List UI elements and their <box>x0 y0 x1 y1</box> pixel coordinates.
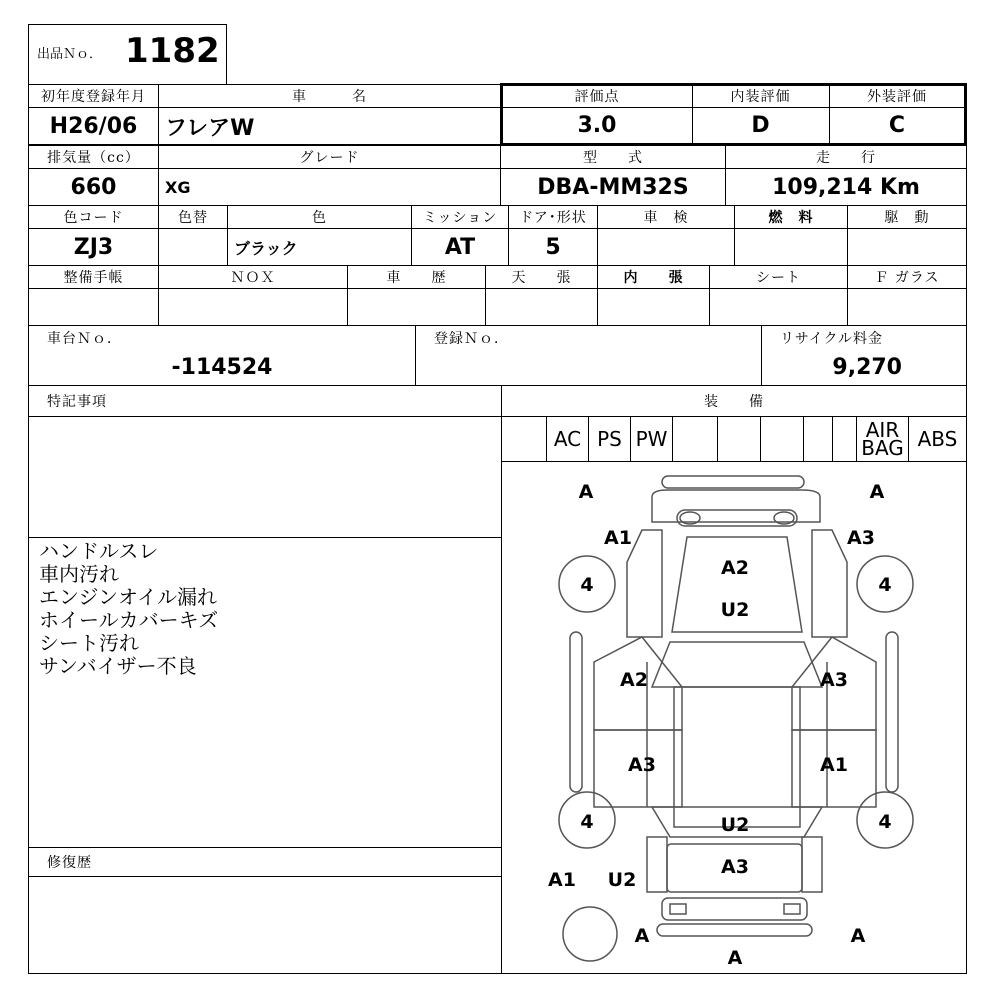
mark-tire-front-left: 4 <box>580 574 594 596</box>
header-color-code: 色コード <box>28 205 159 229</box>
nox-value <box>158 288 348 326</box>
mark-rear-left-u: U2 <box>607 869 637 891</box>
equipment-ac: AC <box>546 416 589 462</box>
header-seat: シート <box>709 265 848 289</box>
header-repaint: 色替 <box>158 205 228 229</box>
header-color: 色 <box>227 205 412 229</box>
inspection-value <box>597 228 735 266</box>
remarks-notes <box>28 537 502 848</box>
repair-history-area <box>28 876 502 974</box>
header-displacement: 排気量（cc） <box>28 145 159 169</box>
header-remarks: 特記事項 <box>28 385 502 417</box>
lot-number: 1182 <box>125 31 220 71</box>
repaint-value <box>158 228 228 266</box>
mark-left-front-door: A2 <box>620 669 648 691</box>
mark-front-left: A <box>578 481 594 503</box>
mark-tire-front-right: 4 <box>878 574 892 596</box>
mileage-value: 109,214 Km <box>725 168 967 206</box>
roof-lining-value <box>485 288 598 326</box>
header-roof-lining: 天 張 <box>485 265 598 289</box>
mark-trunk: A3 <box>721 856 749 878</box>
remarks-upper-area <box>28 416 502 538</box>
header-interior-rating: 内装評価 <box>692 85 830 108</box>
header-equipment: 装 備 <box>501 385 967 417</box>
mark-roof-rear: U2 <box>720 814 750 836</box>
score-value: 3.0 <box>502 107 693 144</box>
transmission-value: AT <box>411 228 509 266</box>
header-car-name: 車 名 <box>158 84 501 108</box>
mark-front-right: A <box>869 481 885 503</box>
car-name-value: フレアW <box>158 107 501 145</box>
header-vehicle-history: 車 歴 <box>347 265 486 289</box>
door-shape-value: 5 <box>508 228 598 266</box>
recycle-fee-value: 9,270 <box>761 349 967 386</box>
header-door-shape: ドア･形状 <box>508 205 598 229</box>
header-registration-number: 登録Ｎｏ． <box>415 325 762 350</box>
front-glass-value <box>847 288 967 326</box>
header-interior-lining: 内 張 <box>597 265 710 289</box>
header-nox: ＮＯＸ <box>158 265 348 289</box>
note-item: エンジンオイル漏れ <box>39 585 217 609</box>
model-code-value: DBA-MM32S <box>500 168 726 206</box>
header-maintenance-record: 整備手帳 <box>28 265 159 289</box>
header-model-code: 型 式 <box>500 145 726 169</box>
equipment-cell <box>760 416 804 462</box>
interior-rating-value: D <box>692 107 830 144</box>
first-registration-value: H26/06 <box>28 107 159 145</box>
mark-tire-rear-right: 4 <box>878 811 892 833</box>
color-code-value: ZJ3 <box>28 228 159 266</box>
header-recycle-fee: リサイクル料金 <box>761 325 967 350</box>
mark-tire-rear-left: 4 <box>580 811 594 833</box>
mark-right-rear-door: A1 <box>820 754 848 776</box>
mark-hood-a: A2 <box>721 557 749 579</box>
damage-diagram <box>501 461 967 974</box>
registration-number-value <box>415 349 762 386</box>
mark-right-front-door: A3 <box>820 669 848 691</box>
chassis-number-value: -114524 <box>28 349 416 386</box>
mark-rear-bumper-left: A <box>634 925 650 947</box>
drive-value <box>847 228 967 266</box>
mark-front-right-corner: A3 <box>847 527 875 549</box>
mark-rear-bottom: A <box>727 947 743 969</box>
equipment-cell <box>501 416 547 462</box>
header-fuel: 燃 料 <box>734 205 848 229</box>
equipment-ps: PS <box>588 416 631 462</box>
mark-rear-bumper-right: A <box>850 925 866 947</box>
equipment-pw: PW <box>630 416 673 462</box>
header-inspection: 車 検 <box>597 205 735 229</box>
lot-label: 出品Ｎｏ． <box>37 47 103 62</box>
exterior-rating-value: C <box>888 113 906 138</box>
car-outline-diagram <box>502 462 967 974</box>
mark-rear-left-a: A1 <box>548 869 576 891</box>
equipment-abs: ABS <box>908 416 967 462</box>
equipment-cell <box>803 416 833 462</box>
equipment-cell <box>672 416 718 462</box>
seat-value <box>709 288 848 326</box>
interior-lining-value <box>597 288 710 326</box>
mark-front-left-corner: A1 <box>604 527 632 549</box>
note-item: シート汚れ <box>39 631 139 655</box>
grade-value: XG <box>158 168 501 206</box>
header-score: 評価点 <box>502 85 693 108</box>
note-item: 車内汚れ <box>39 562 119 586</box>
mark-left-rear-door: A3 <box>628 754 656 776</box>
mark-hood-u: U2 <box>720 599 750 621</box>
equipment-airbag: AIR BAG <box>856 416 909 462</box>
header-grade: グレード <box>158 145 501 169</box>
header-front-glass: Ｆ ガラス <box>847 265 967 289</box>
lot-number-box <box>28 24 227 85</box>
header-mileage: 走 行 <box>725 145 967 169</box>
displacement-value: 660 <box>28 168 159 206</box>
header-chassis-number: 車台Ｎｏ． <box>28 325 416 350</box>
equipment-cell <box>717 416 761 462</box>
vehicle-history-value <box>347 288 486 326</box>
note-item: ホイールカバーキズ <box>39 608 219 632</box>
header-transmission: ミッション <box>411 205 509 229</box>
header-repair-history: 修復歴 <box>28 847 502 877</box>
header-first-registration: 初年度登録年月 <box>28 84 159 108</box>
header-exterior-rating: 外装評価 <box>829 85 965 108</box>
header-drive: 駆 動 <box>847 205 967 229</box>
color-value: ブラック <box>227 228 412 266</box>
equipment-cell <box>832 416 857 462</box>
note-item: ハンドルスレ <box>39 539 159 563</box>
note-item: サンバイザー不良 <box>39 654 197 678</box>
maintenance-record-value <box>28 288 159 326</box>
fuel-value <box>734 228 848 266</box>
